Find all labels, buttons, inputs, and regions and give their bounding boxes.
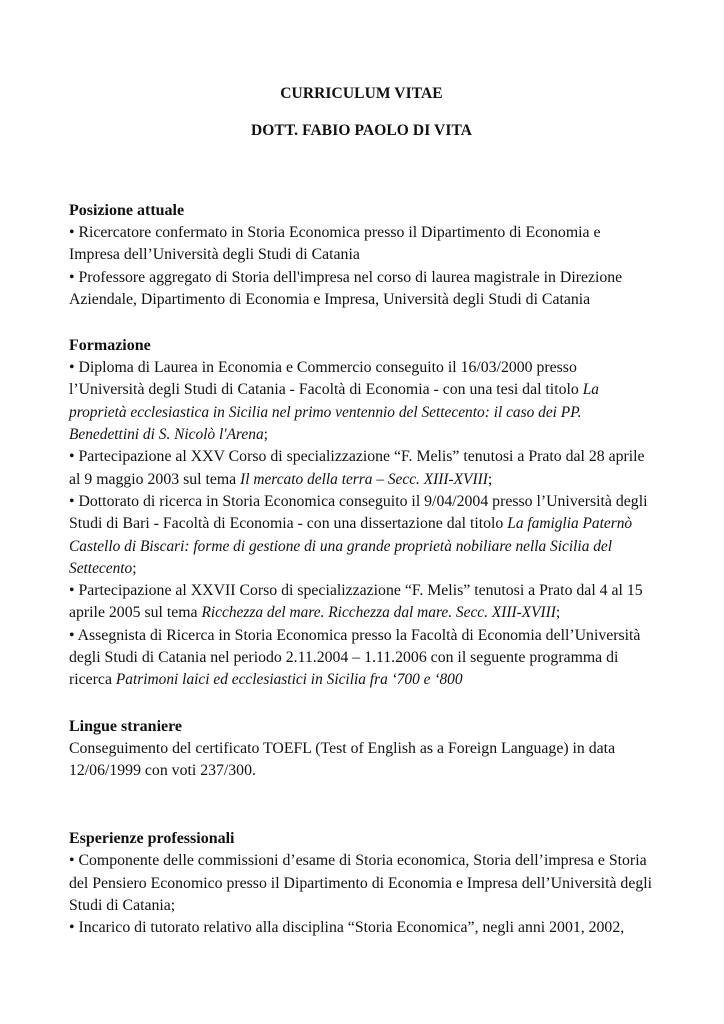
list-item: • Ricercatore confermato in Storia Economica presso il Dipartimento di Economia e Impresa dell’Università degli Studi di Catania <box>69 224 601 264</box>
item-text: • Assegnista di Ricerca in Storia Economica presso la Facoltà di Economia dell’Università degli Studi di Catania nel periodo 2.11.2004 – 1.11.2006 con il seguente programma di ricerca <box>69 626 641 689</box>
section-heading: Lingue straniere <box>69 717 183 735</box>
author-name: DOTT. FABIO PAOLO DI VITA <box>250 122 473 139</box>
section-lingue-straniere <box>69 716 654 783</box>
list-item <box>69 491 654 580</box>
item-title: La famiglia Paternò Castello di Biscari: forme di gestione di una grande proprietà nobiliare nella Sicilia del Settecento <box>69 515 633 577</box>
item-tail: ; <box>487 470 493 488</box>
list-item: • Componente delle commissioni d’esame di Storia economica, Storia dell’impresa e Storia del Pensiero Economico presso il Dipartimento di Economia e Impresa dell’Università degli Studi di Catania; <box>69 852 653 914</box>
list-item <box>69 357 654 446</box>
list-item <box>69 625 654 692</box>
section-posizione-attuale <box>69 200 654 311</box>
item-title: Patrimoni laici ed ecclesiastici in Sicilia fra ‘700 e ‘800 <box>115 671 463 689</box>
item-text: • Dottorato di ricerca in Storia Economica conseguito il 9/04/2004 presso l’Università degli Studi di Bari - Facoltà di Economia - con una dissertazione dal titolo <box>69 492 648 533</box>
item-text: • Diploma di Laurea in Economia e Commercio conseguito il 16/03/2000 presso l’Università degli Studi di Catania - Facoltà di Economia - con una tesi dal titolo <box>69 359 583 399</box>
item-tail: ; <box>132 559 137 577</box>
list-item <box>69 446 654 491</box>
paragraph: Conseguimento del certificato TOEFL (Test of English as a Foreign Language) in data 12/06/1999 con voti 237/300. <box>69 739 616 779</box>
item-tail: ; <box>263 426 269 444</box>
section-heading: Posizione attuale <box>69 202 185 219</box>
list-item: • Professore aggregato di Storia dell'impresa nel corso di laurea magistrale in Direzione Aziendale, Dipartimento di Economia e Impresa, Università degli Studi di Catania <box>69 268 623 308</box>
section-formazione <box>69 335 654 691</box>
section-heading: Formazione <box>69 337 151 355</box>
item-title: La proprietà ecclesiastica in Sicilia nel primo ventennio del Settecento: il caso dei PP. Benedettini di S. Nicolò l'Arena <box>69 381 599 444</box>
item-title: Il mercato della terra – Secc. XIII-XVIII <box>240 470 488 488</box>
item-title: Ricchezza del mare. Ricchezza dal mare. Secc. XIII-XVIII <box>201 604 556 622</box>
item-text: • Partecipazione al XXVII Corso di specializzazione “F. Melis” tenutosi a Prato dal 4 al 15 aprile 2005 sul tema <box>69 582 643 622</box>
item-text: • Partecipazione al XXV Corso di specializzazione “F. Melis” tenutosi a Prato dal 28 aprile al 9 maggio 2003 sul tema <box>69 448 645 488</box>
section-esperienze-professionali <box>69 828 654 939</box>
item-tail: ; <box>555 604 561 622</box>
list-item: • Incarico di tutorato relativo alla disciplina “Storia Economica”, negli anni 2001, 2002, <box>69 919 625 937</box>
section-heading: Esperienze professionali <box>69 830 235 848</box>
document-title: CURRICULUM VITAE <box>280 85 443 102</box>
list-item <box>69 580 654 625</box>
